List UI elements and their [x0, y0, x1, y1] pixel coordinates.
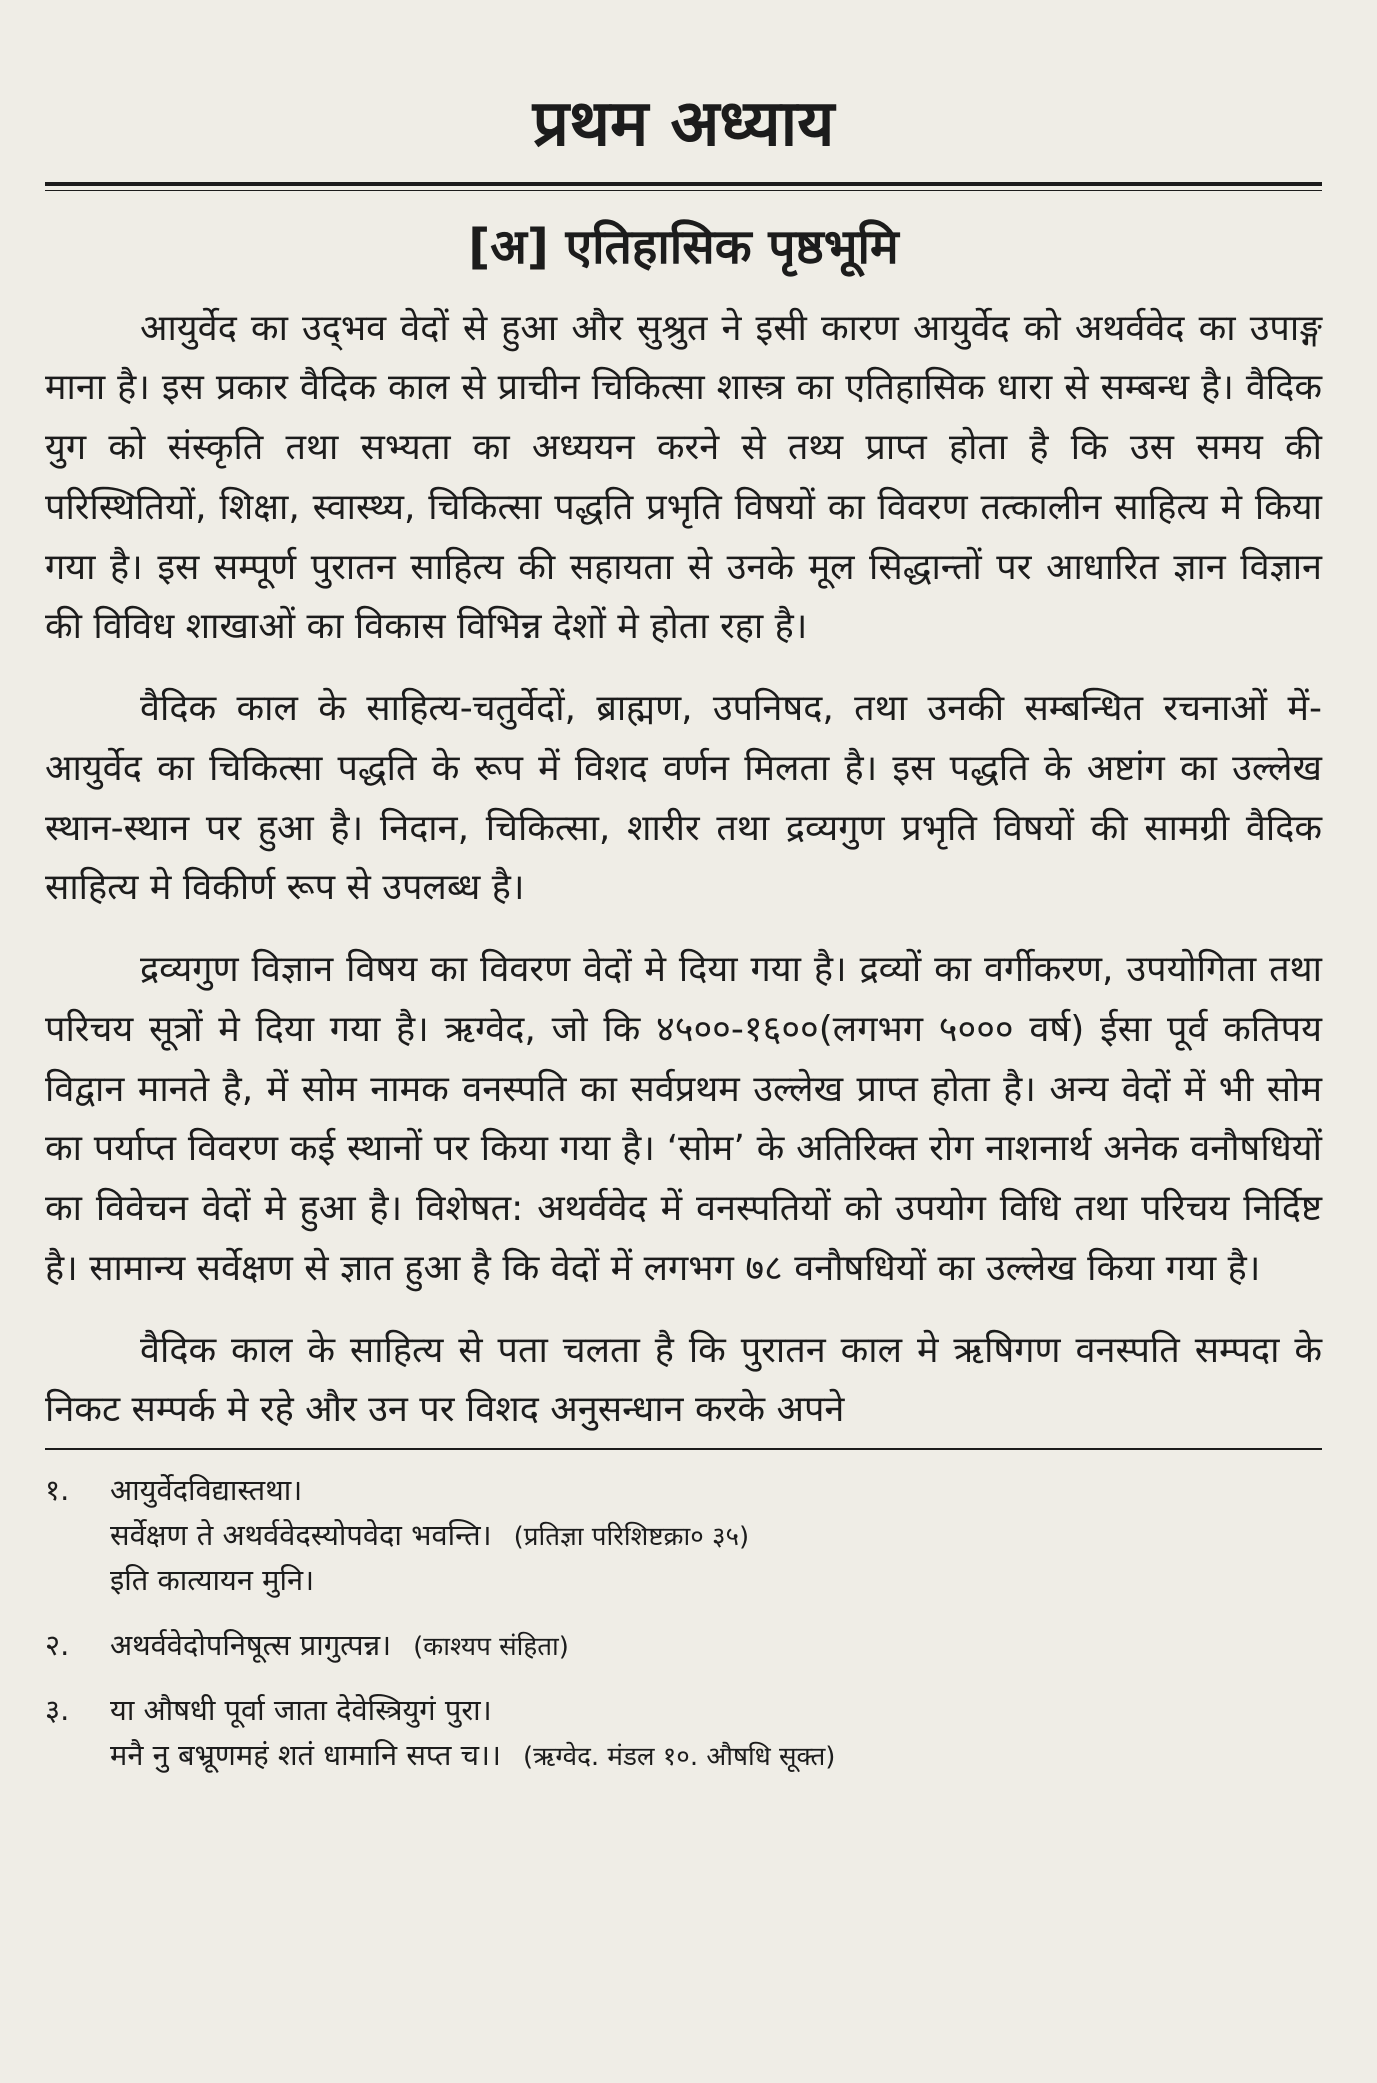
footnote-2 [45, 1623, 1322, 1668]
footnote-source: (काश्यप संहिता) [413, 1632, 569, 1662]
paragraph: द्रव्यगुण विज्ञान विषय का विवरण वेदों मे दिया गया है। द्रव्यों का वर्गीकरण, उपयोगिता तथा परिचय सूत्रों मे दिया गया है। ऋग्वेद, जो कि ४५००-१६००(लगभग ५००० वर्ष) ईसा पूर्व कतिपय विद्वान मानते है, में सोम नामक वनस्पति का सर्वप्रथम उल्लेख प्राप्त होता है। अन्य वेदों में भी सोम का पर्याप्त विवरण कई स्थानों पर किया गया है। ‘सोम’ के अतिरिक्त रोग नाशनार्थ अनेक वनौषधियों का विवेचन वेदों मे हुआ है। विशेषत: अथर्ववेद में वनस्पतियों को उपयोग विधि तथा परिचय निर्दिष्ट है। सामान्य सर्वेक्षण से ज्ञात हुआ है कि वेदों में लगभग ७८ वनौषधियों का उल्लेख किया गया है। [45, 949, 1322, 1289]
footnote-line: अथर्ववेदोपनिषूत्स प्रागुत्पन्न। [110, 1628, 392, 1662]
chapter-title: प्रथम अध्याय [532, 87, 835, 161]
paragraph: वैदिक काल के साहित्य-चतुर्वेदों, ब्राह्मण, उपनिषद, तथा उनकी सम्बन्धित रचनाओं में- आयुर्वेद का चिकित्सा पद्धति के रूप में विशद वर्णन मिलता है। इस पद्धति के अष्टांग का उल्लेख स्थान-स्थान पर हुआ है। निदान, चिकित्सा, शारीर तथा द्रव्यगुण प्रभृति विषयों की सामग्री वैदिक साहित्य मे विकीर्ण रूप से उपलब्ध है। [45, 688, 1322, 909]
footnote-separator [45, 1448, 1322, 1450]
footnote-1 [45, 1468, 1322, 1603]
section-title: [अ] एतिहासिक पृष्ठभूमि [468, 219, 899, 276]
footnote-line: आयुर्वेदविद्यास्तथा। [110, 1473, 303, 1508]
title-rule-thin [45, 190, 1322, 192]
footnote-number: १. [45, 1473, 70, 1508]
body-text [45, 299, 1322, 1441]
footnote-line: मनै नु बभ्रूणमहं शतं धामानि सप्त च।। [110, 1737, 502, 1772]
paragraph: आयुर्वेद का उद्‌भव वेदों से हुआ और सुश्रुत ने इसी कारण आयुर्वेद को अथर्ववेद का उपाङ्ग माना है। इस प्रकार वैदिक काल से प्राचीन चिकित्सा शास्त्र का एतिहासिक धारा से सम्बन्ध है। वैदिक युग को संस्कृति तथा सभ्यता का अध्ययन करने से तथ्य प्राप्त होता है कि उस समय की परिस्थितियों, शिक्षा, स्वास्थ्य, चिकित्सा पद्धति प्रभृति विषयों का विवरण तत्कालीन साहित्य मे किया गया है। इस सम्पूर्ण पुरातन साहित्य की सहायता से उनके मूल सिद्धान्तों पर आधारित ज्ञान विज्ञान की विविध शाखाओं का विकास विभिन्न देशों मे होता रहा है। [45, 307, 1322, 648]
title-rule-thick [45, 182, 1322, 186]
footnote-line: या औषधी पूर्वा जाता देवेस्त्रियुगं पुरा। [110, 1692, 492, 1727]
footnote-line: सर्वेक्षण ते अथर्ववेदस्योपवेदा भवन्ति। [110, 1518, 492, 1553]
footnotes [45, 1468, 1322, 1778]
paragraph: वैदिक काल के साहित्य से पता चलता है कि पुरातन काल मे ऋषिगण वनस्पति सम्पदा के निकट सम्पर्क मे रहे और उन पर विशद अनुसन्धान करके अपने [45, 1329, 1322, 1431]
footnote-number: २. [45, 1628, 70, 1662]
footnote-3 [45, 1688, 1322, 1778]
footnote-source: (प्रतिज्ञा परिशिष्टक्रा० ३५) [513, 1522, 750, 1553]
footnote-source: (ऋग्वेद. मंडल १०. औषधि सूक्त) [523, 1741, 836, 1772]
footnote-line: इति कात्यायन मुनि। [110, 1563, 315, 1598]
footnote-number: ३. [45, 1692, 70, 1727]
